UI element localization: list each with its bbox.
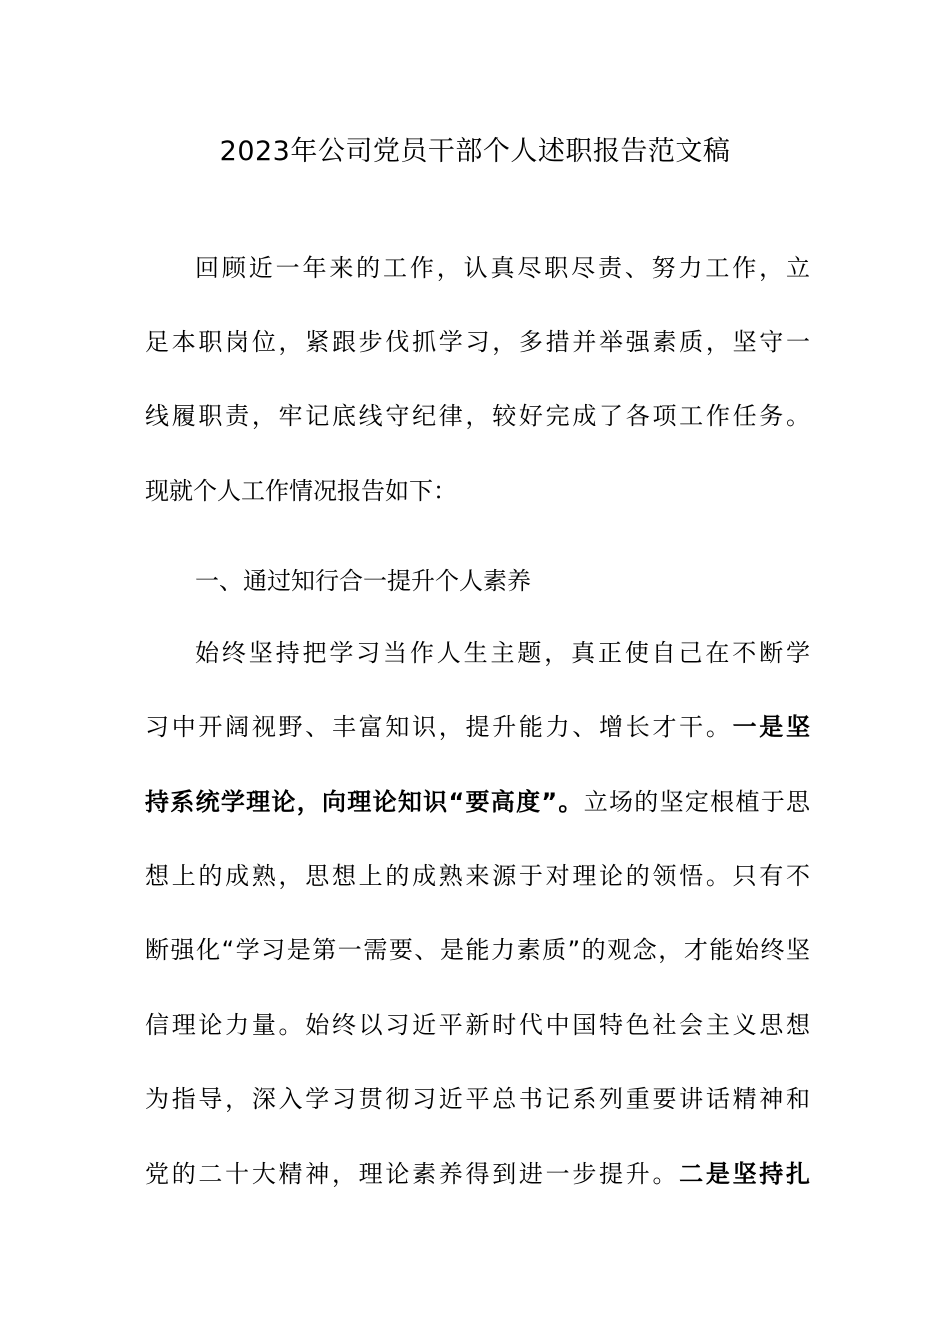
section-1-line-8	[145, 1154, 810, 1194]
section-1-line-8-text: 党的二十大精神，理论素养得到进一步提升。	[145, 1160, 680, 1188]
intro-line-4: 现就个人工作情况报告如下：	[145, 477, 457, 505]
point-two-emphasis-start: 二是坚持扎	[679, 1160, 811, 1188]
document-title: 2023年公司党员干部个人述职报告范文稿	[219, 136, 731, 167]
section-1-line-7: 为指导，深入学习贯彻习近平总书记系列重要讲话精神和	[145, 1085, 810, 1113]
section-1-line-2	[145, 707, 810, 747]
section-1-line-3	[145, 782, 810, 822]
intro-line-3: 线履职责，牢记底线守纪律，较好完成了各项工作任务。	[145, 402, 810, 430]
section-1-line-5: 断强化“学习是第一需要、是能力素质”的观念，才能始终坚	[145, 936, 810, 964]
section-1-line-6: 信理论力量。始终以习近平新时代中国特色社会主义思想	[145, 1011, 810, 1039]
section-1-heading: 一、通过知行合一提升个人素养	[195, 567, 531, 595]
point-one-emphasis: 持系统学理论，向理论知识“要高度”。	[145, 788, 584, 816]
point-one-emphasis-start: 一是坚	[732, 713, 811, 741]
intro-line-2: 足本职岗位，紧跟步伐抓学习，多措并举强素质，坚守一	[145, 328, 810, 356]
section-1-line-1: 始终坚持把学习当作人生主题，真正使自己在不断学	[195, 639, 810, 667]
section-1-line-4: 想上的成熟，思想上的成熟来源于对理论的领悟。只有不	[145, 862, 810, 890]
section-1-line-2-text: 习中开阔视野、丰富知识，提升能力、增长才干。	[145, 713, 733, 741]
intro-line-1: 回顾近一年来的工作，认真尽职尽责、努力工作，立	[195, 254, 810, 282]
section-1-line-3-text: 立场的坚定根植于思	[583, 788, 811, 816]
